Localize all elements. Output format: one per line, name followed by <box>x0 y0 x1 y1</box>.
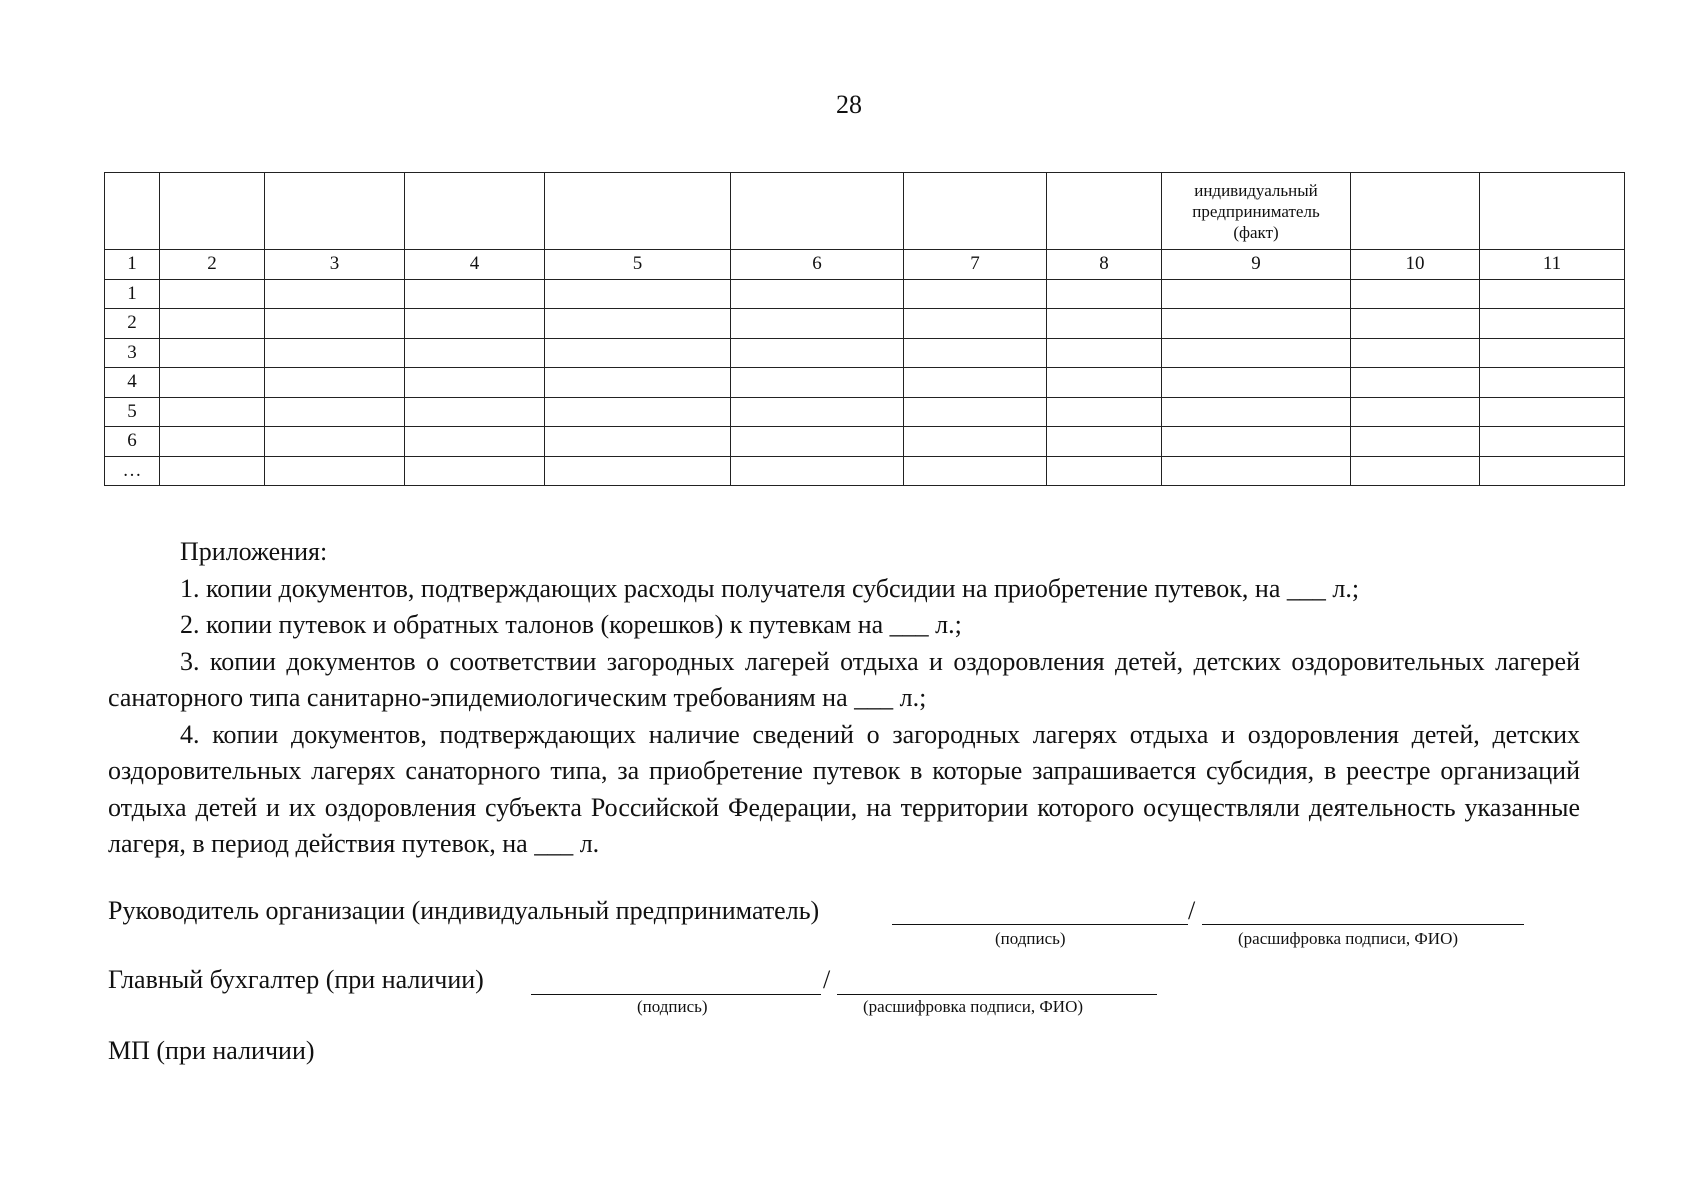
table-cell[interactable] <box>545 397 731 427</box>
table-cell[interactable] <box>160 338 265 368</box>
table-cell[interactable] <box>1162 456 1351 486</box>
table-cell[interactable] <box>545 338 731 368</box>
table-cell[interactable] <box>265 338 405 368</box>
table-cell[interactable] <box>265 397 405 427</box>
table-cell[interactable] <box>1047 427 1162 457</box>
table-row <box>105 427 1625 457</box>
head-name-caption: (расшифровка подписи, ФИО) <box>1238 929 1459 948</box>
column-number-cell: 1 <box>105 250 160 280</box>
table-cell[interactable] <box>1351 338 1480 368</box>
table-cell[interactable] <box>545 427 731 457</box>
page-number: 28 <box>836 90 862 119</box>
table-header-row <box>105 173 1625 250</box>
table-cell[interactable] <box>1351 309 1480 339</box>
table-cell[interactable] <box>1480 279 1625 309</box>
table-cell[interactable] <box>405 368 545 398</box>
appendix-item: 3. копии документов о соответствии загородных лагерей отдыха и оздоровления детей, детских оздоровительных лагерей санаторного типа санитарно-эпидемиологическим требованиям на ___ л.; <box>108 646 1580 712</box>
table-cell[interactable] <box>545 279 731 309</box>
table-cell[interactable] <box>731 338 904 368</box>
row-number-cell: 2 <box>105 309 160 339</box>
column-number-cell: 9 <box>1162 250 1351 280</box>
column-number-row <box>105 250 1625 280</box>
head-signature-field[interactable] <box>892 924 1188 925</box>
header-cell <box>405 173 545 250</box>
table-cell[interactable] <box>1480 397 1625 427</box>
table-row <box>105 279 1625 309</box>
column-number-cell: 6 <box>731 250 904 280</box>
header-cell <box>1047 173 1162 250</box>
table-cell[interactable] <box>265 427 405 457</box>
table-cell[interactable] <box>160 427 265 457</box>
table-row <box>105 368 1625 398</box>
header-cell <box>545 173 731 250</box>
table-cell[interactable] <box>545 368 731 398</box>
table-row <box>105 338 1625 368</box>
accountant-signature-caption: (подпись) <box>637 997 708 1016</box>
table-cell[interactable] <box>265 309 405 339</box>
column-number-cell: 11 <box>1480 250 1625 280</box>
table-cell[interactable] <box>405 456 545 486</box>
head-signature-caption: (подпись) <box>995 929 1066 948</box>
header-cell <box>265 173 405 250</box>
column-number-cell: 3 <box>265 250 405 280</box>
table-cell[interactable] <box>904 338 1047 368</box>
appendix-section <box>108 534 1580 863</box>
row-number-cell: 6 <box>105 427 160 457</box>
header-cell <box>105 173 160 250</box>
table-row <box>105 397 1625 427</box>
accountant-signature-label: Главный бухгалтер (при наличии) <box>108 965 484 994</box>
row-number-cell: 4 <box>105 368 160 398</box>
column-number-cell: 7 <box>904 250 1047 280</box>
header-cell <box>731 173 904 250</box>
row-number-cell: 3 <box>105 338 160 368</box>
row-number-cell: 5 <box>105 397 160 427</box>
header-cell <box>160 173 265 250</box>
table-cell[interactable] <box>160 456 265 486</box>
table-cell[interactable] <box>545 309 731 339</box>
header-cell <box>1351 173 1480 250</box>
table-cell[interactable] <box>1047 456 1162 486</box>
accountant-signature-separator: / <box>823 965 831 994</box>
table-cell[interactable] <box>1351 397 1480 427</box>
table-body <box>105 173 1625 486</box>
column-number-cell: 2 <box>160 250 265 280</box>
table-cell[interactable] <box>265 368 405 398</box>
table-cell[interactable] <box>405 279 545 309</box>
table-cell[interactable] <box>1480 427 1625 457</box>
table-cell[interactable] <box>1047 279 1162 309</box>
row-number-cell: … <box>105 456 160 486</box>
accountant-name-caption: (расшифровка подписи, ФИО) <box>863 997 1084 1016</box>
header-cell <box>904 173 1047 250</box>
head-signature-label: Руководитель организации (индивидуальный предприниматель) <box>108 896 820 925</box>
table-cell[interactable] <box>1351 456 1480 486</box>
head-signature-separator: / <box>1188 896 1196 925</box>
head-name-field[interactable] <box>1202 924 1524 925</box>
table-cell[interactable] <box>904 397 1047 427</box>
table-cell[interactable] <box>1162 338 1351 368</box>
form-table <box>104 172 1625 486</box>
table-cell[interactable] <box>1047 338 1162 368</box>
table-cell[interactable] <box>1351 368 1480 398</box>
table-cell[interactable] <box>904 368 1047 398</box>
stamp-label: МП (при наличии) <box>108 1036 315 1065</box>
table-cell[interactable] <box>1480 309 1625 339</box>
table-cell[interactable] <box>904 456 1047 486</box>
column-number-cell: 5 <box>545 250 731 280</box>
table-cell[interactable] <box>1047 397 1162 427</box>
column-number-cell: 10 <box>1351 250 1480 280</box>
table-cell[interactable] <box>160 397 265 427</box>
table-cell[interactable] <box>904 309 1047 339</box>
table-cell[interactable] <box>265 279 405 309</box>
table-cell[interactable] <box>1351 427 1480 457</box>
table-cell[interactable] <box>160 279 265 309</box>
table-cell[interactable] <box>1162 309 1351 339</box>
table-cell[interactable] <box>1162 397 1351 427</box>
table-cell[interactable] <box>405 397 545 427</box>
table-cell[interactable] <box>405 427 545 457</box>
column-number-cell: 4 <box>405 250 545 280</box>
column-number-cell: 8 <box>1047 250 1162 280</box>
table-cell[interactable] <box>1480 368 1625 398</box>
row-number-cell: 1 <box>105 279 160 309</box>
table-cell[interactable] <box>1162 427 1351 457</box>
table-cell[interactable] <box>904 427 1047 457</box>
table-cell[interactable] <box>731 368 904 398</box>
table-cell[interactable] <box>904 279 1047 309</box>
appendix-title: Приложения: <box>180 537 328 566</box>
appendix-item: 4. копии документов, подтверждающих наличие сведений о загородных лагерях отдыха и оздоровления детей, детских оздоровительных лагерях санаторного типа, за приобретение путевок в которые запрашивается субсидия, в реестре организаций отдыха детей и их оздоровления субъекта Российской Федерации, на территории которого осуществляли деятельность указанные лагеря, в период действия путевок, на ___ л. <box>108 719 1580 858</box>
table-cell[interactable] <box>1351 279 1480 309</box>
table-cell[interactable] <box>1480 338 1625 368</box>
table-cell[interactable] <box>1480 456 1625 486</box>
table-row <box>105 309 1625 339</box>
table-cell[interactable] <box>160 309 265 339</box>
accountant-signature-field[interactable] <box>531 994 821 995</box>
table-cell[interactable] <box>731 309 904 339</box>
table-row <box>105 456 1625 486</box>
appendix-item: 1. копии документов, подтверждающих расходы получателя субсидии на приобретение путевок, на ___ л.; <box>180 573 1360 603</box>
appendix-item: 2. копии путевок и обратных талонов (корешков) к путевкам на ___ л.; <box>180 610 962 639</box>
table-cell[interactable] <box>731 456 904 486</box>
table-cell[interactable] <box>405 309 545 339</box>
table-cell[interactable] <box>731 279 904 309</box>
table-cell[interactable] <box>265 456 405 486</box>
table-cell[interactable] <box>731 427 904 457</box>
header-cell <box>1480 173 1625 250</box>
table-cell[interactable] <box>405 338 545 368</box>
table-cell[interactable] <box>545 456 731 486</box>
table-cell[interactable] <box>1162 279 1351 309</box>
table-cell[interactable] <box>160 368 265 398</box>
header-cell-entrepreneur: индивидуальный предприниматель (факт) <box>1162 173 1351 250</box>
table-cell[interactable] <box>1047 368 1162 398</box>
accountant-name-field[interactable] <box>837 994 1157 995</box>
table-cell[interactable] <box>1162 368 1351 398</box>
table-cell[interactable] <box>731 397 904 427</box>
table-cell[interactable] <box>1047 309 1162 339</box>
